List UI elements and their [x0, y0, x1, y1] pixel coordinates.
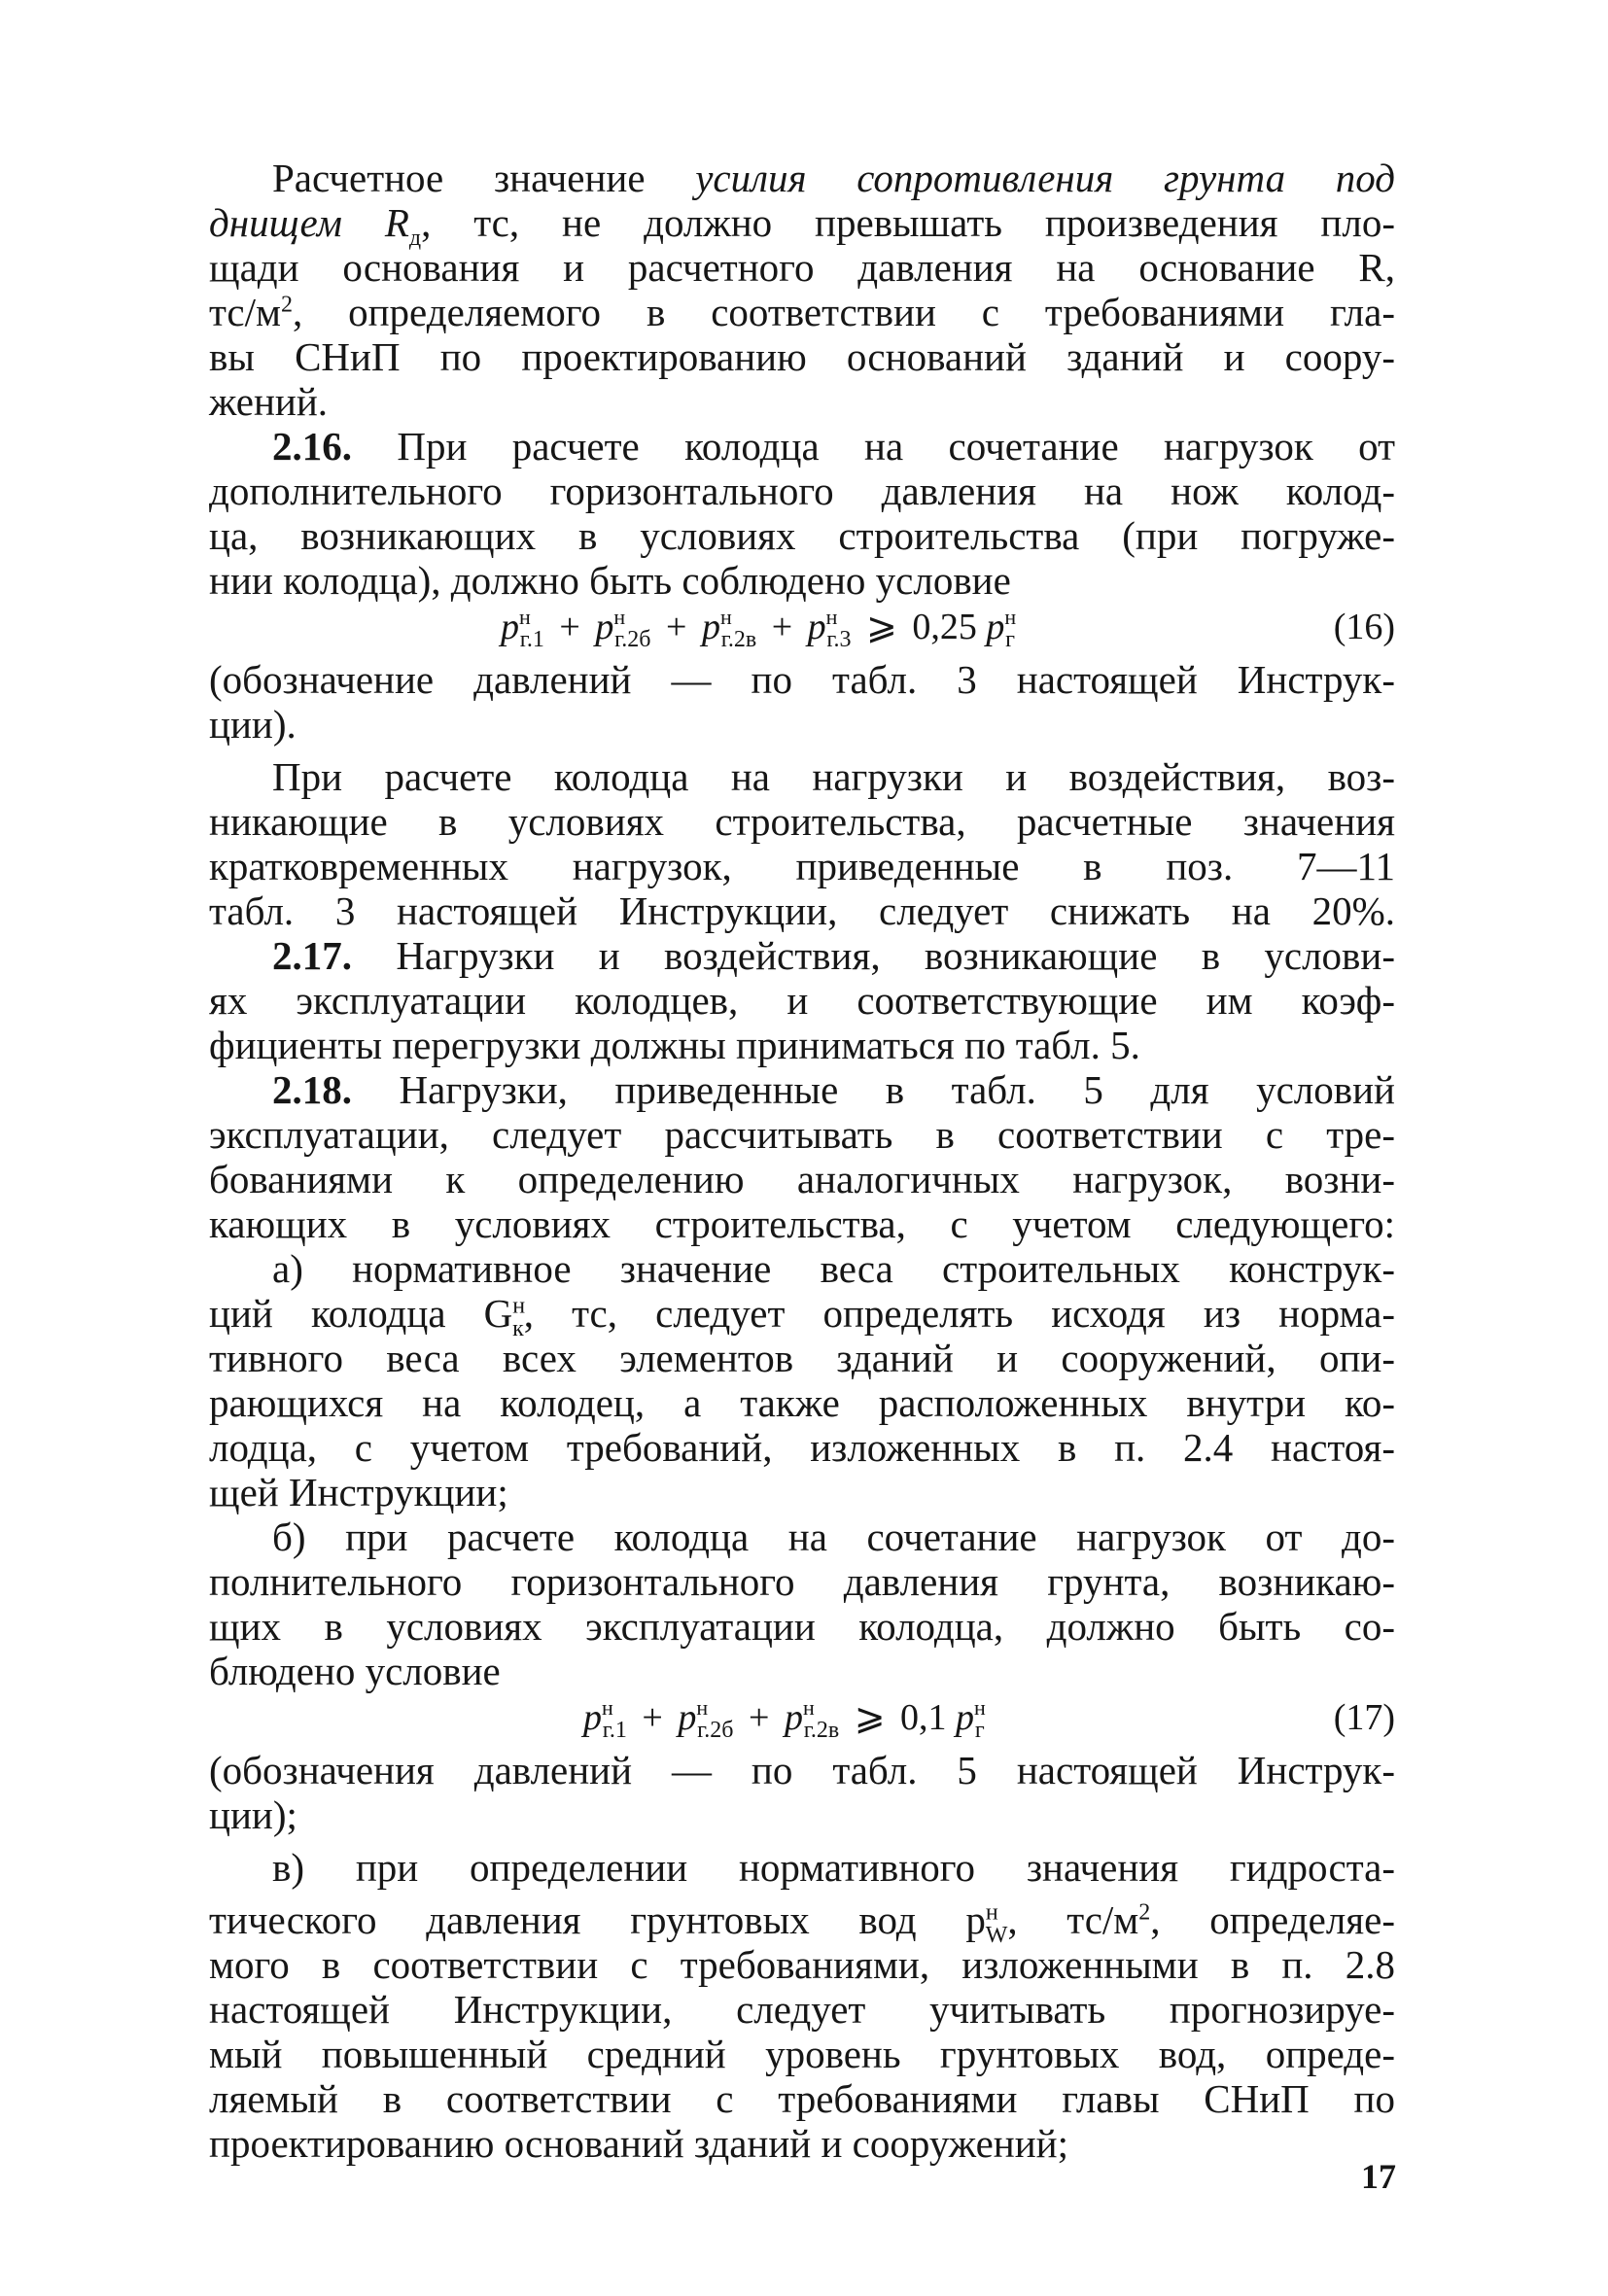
- equation-number-17: (17): [1333, 1697, 1395, 1738]
- text-line: вы СНиП по проектированию оснований зданий и соору-: [209, 334, 1395, 379]
- text-line: блюдено условие: [209, 1649, 501, 1693]
- text-line: дополнительного горизонтального давления на нож колод-: [209, 469, 1395, 513]
- text-line: ции);: [209, 1792, 297, 1837]
- section-2-18-line: 2.18. Нагрузки, приведенные в табл. 5 для условий: [272, 1067, 1395, 1112]
- text-line: (обозначение давлений — по табл. 3 настоящей Инструк-: [209, 657, 1395, 702]
- text-line: ца, возникающих в условиях строительства (при погруже-: [209, 513, 1395, 558]
- text-line: $тс/м^2$, определяемого в соответствии с требованиями гла-: [209, 290, 1395, 334]
- text-line: нии колодца), должно быть соблюдено условие: [209, 558, 1011, 603]
- text-line: кающих в условиях строительства, с учетом следующего:: [209, 1201, 1395, 1246]
- section-2-17-line: 2.17. Нагрузки и воздействия, возникающие в услови-: [272, 933, 1395, 978]
- text-line: ций колодца $G^н_к$, тс, следует определять исходя из норма-: [209, 1291, 1395, 1342]
- text-line: щей Инструкции;: [209, 1470, 508, 1514]
- formula-17: $p^н_{г.1} + p^н_{г.2б} + p^н_{г.2в}$ ⩾ 0,1 $p^н_г$: [583, 1695, 986, 1743]
- text-line: табл. 3 настоящей Инструкции, следует снижать на 20%.: [209, 888, 1395, 933]
- text-line: щади основания и расчетного давления на основание R,: [209, 245, 1395, 290]
- formula-16: $p^н_{г.1} + p^н_{г.2б} + p^н_{г.2в} + p^н_{г.3}$ ⩾ 0,25 $p^н_г$: [501, 605, 1017, 652]
- text-line: ции).: [209, 702, 297, 747]
- list-item-a: а) нормативное значение веса строительных конструк-: [272, 1246, 1395, 1291]
- equation-number-16: (16): [1333, 607, 1395, 647]
- text-line: мый повышенный средний уровень грунтовых вод, опреде-: [209, 2032, 1395, 2076]
- text-line: тического давления грунтовых вод $p^н_W$, $тс/м^2$, определяе-: [209, 1897, 1396, 1949]
- text-line: проектированию оснований зданий и сооружений;: [209, 2121, 1069, 2166]
- text-line: лодца, с учетом требований, изложенных в п. 2.4 настоя-: [209, 1425, 1395, 1470]
- text-line: жений.: [209, 379, 329, 424]
- text-line: (обозначения давлений — по табл. 5 настоящей Инструк-: [209, 1748, 1395, 1792]
- page-number: 17: [1361, 2157, 1396, 2196]
- section-2-16-line: 2.16. При расчете колодца на сочетание нагрузок от: [272, 424, 1395, 469]
- text-line: тивного веса всех элементов зданий и сооружений, опи-: [209, 1336, 1395, 1380]
- text-line: При расчете колодца на нагрузки и воздействия, воз-: [272, 754, 1395, 799]
- text-line: настоящей Инструкции, следует учитывать прогнозируе-: [209, 1987, 1395, 2032]
- section-number: 2.16.: [272, 424, 352, 469]
- text-line: Расчетное значение усилия сопротивления грунта под: [272, 156, 1395, 200]
- text-line: днищем $R_д$, тс, не должно превышать произведения пло-: [209, 200, 1395, 252]
- text-line: никающие в условиях строительства, расчетные значения: [209, 799, 1395, 844]
- section-number: 2.17.: [272, 933, 352, 978]
- text-line: полнительного горизонтального давления грунта, возникаю-: [209, 1559, 1395, 1604]
- text-line: ляемый в соответствии с требованиями главы СНиП по: [209, 2076, 1395, 2121]
- text-line: щих в условиях эксплуатации колодца, должно быть со-: [209, 1604, 1395, 1649]
- text-line: фициенты перегрузки должны приниматься по табл. 5.: [209, 1023, 1140, 1067]
- section-number: 2.18.: [272, 1067, 352, 1112]
- text-line: рающихся на колодец, а также расположенных внутри ко-: [209, 1380, 1395, 1425]
- text-line: мого в соответствии с требованиями, изложенными в п. 2.8: [209, 1942, 1395, 1987]
- text-line: кратковременных нагрузок, приведенные в поз. 7—11: [209, 844, 1395, 888]
- list-item-v: в) при определении нормативного значения гидроста-: [272, 1845, 1395, 1890]
- text-line: бованиями к определению аналогичных нагрузок, возни-: [209, 1157, 1395, 1201]
- text-line: ях эксплуатации колодцев, и соответствующие им коэф-: [209, 978, 1395, 1023]
- text-line: эксплуатации, следует рассчитывать в соответствии с тре-: [209, 1112, 1395, 1157]
- list-item-b: б) при расчете колодца на сочетание нагрузок от до-: [272, 1514, 1395, 1559]
